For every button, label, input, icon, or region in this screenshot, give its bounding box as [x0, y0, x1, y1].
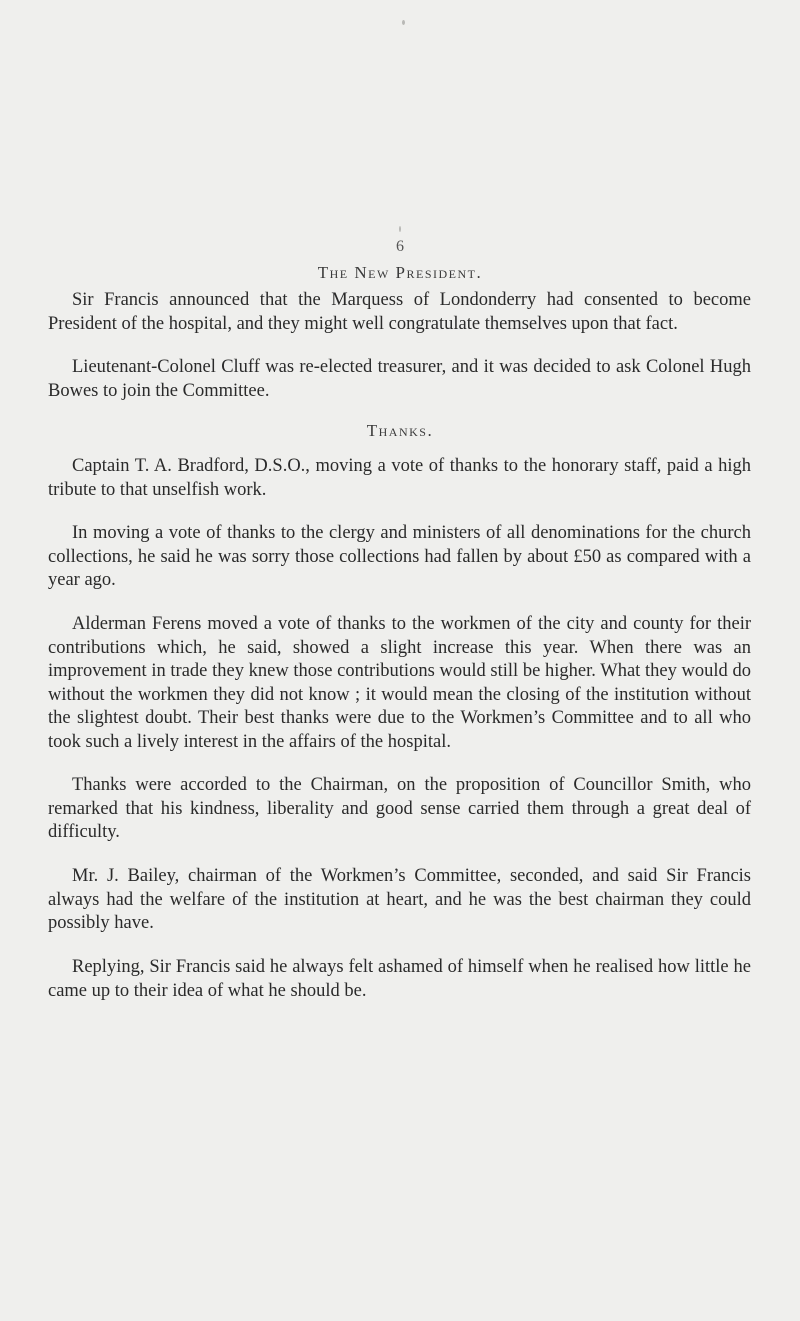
section-heading-thanks: Thanks.	[366, 421, 434, 440]
paragraph: Lieutenant-Colonel Cluff was re-elected treasurer, and it was decided to ask Colonel Hugh Bowes to join the Committee.	[48, 357, 751, 401]
paragraph: Mr. J. Bailey, chairman of the Workmen’s Committee, seconded, and said Sir Francis always had the welfare of the institution at heart, and he was the best chairman they could possibly have.	[48, 866, 751, 933]
paragraph: Replying, Sir Francis said he always felt ashamed of himself when he realised how little he came up to their idea of what he should be.	[48, 957, 751, 1001]
paragraph: Captain T. A. Bradford, D.S.O., moving a vote of thanks to the honorary staff, paid a high tribute to that unselfish work.	[48, 456, 751, 500]
paragraph: In moving a vote of thanks to the clergy and ministers of all denominations for the church collections, he said he was sorry those collections had fallen by about £50 as compared with a year ago.	[48, 523, 751, 590]
paragraph: Sir Francis announced that the Marquess of Londonderry had consented to become President of the hospital, and they might well congratulate themselves upon that fact.	[48, 290, 751, 334]
page-number: 6	[396, 238, 404, 255]
scan-speck	[402, 20, 405, 25]
section-heading-new-president: The New President.	[317, 263, 483, 282]
paragraph: Alderman Ferens moved a vote of thanks to the workmen of the city and county for their contributions which, he said, showed a slight increase this year. When there was an improvement in trade they knew those contributions would still be higher. What they would do without the workmen they did not know ; it would mean the closing of the institution without the slightest doubt. Their best thanks were due to the Workmen’s Committee and to all who took such a lively interest in the affairs of the hospital.	[48, 614, 751, 752]
scan-speck	[399, 226, 401, 232]
paragraph: Thanks were accorded to the Chairman, on the proposition of Councillor Smith, who remarked that his kindness, liberality and good sense carried them through a great deal of difficulty.	[48, 775, 751, 842]
